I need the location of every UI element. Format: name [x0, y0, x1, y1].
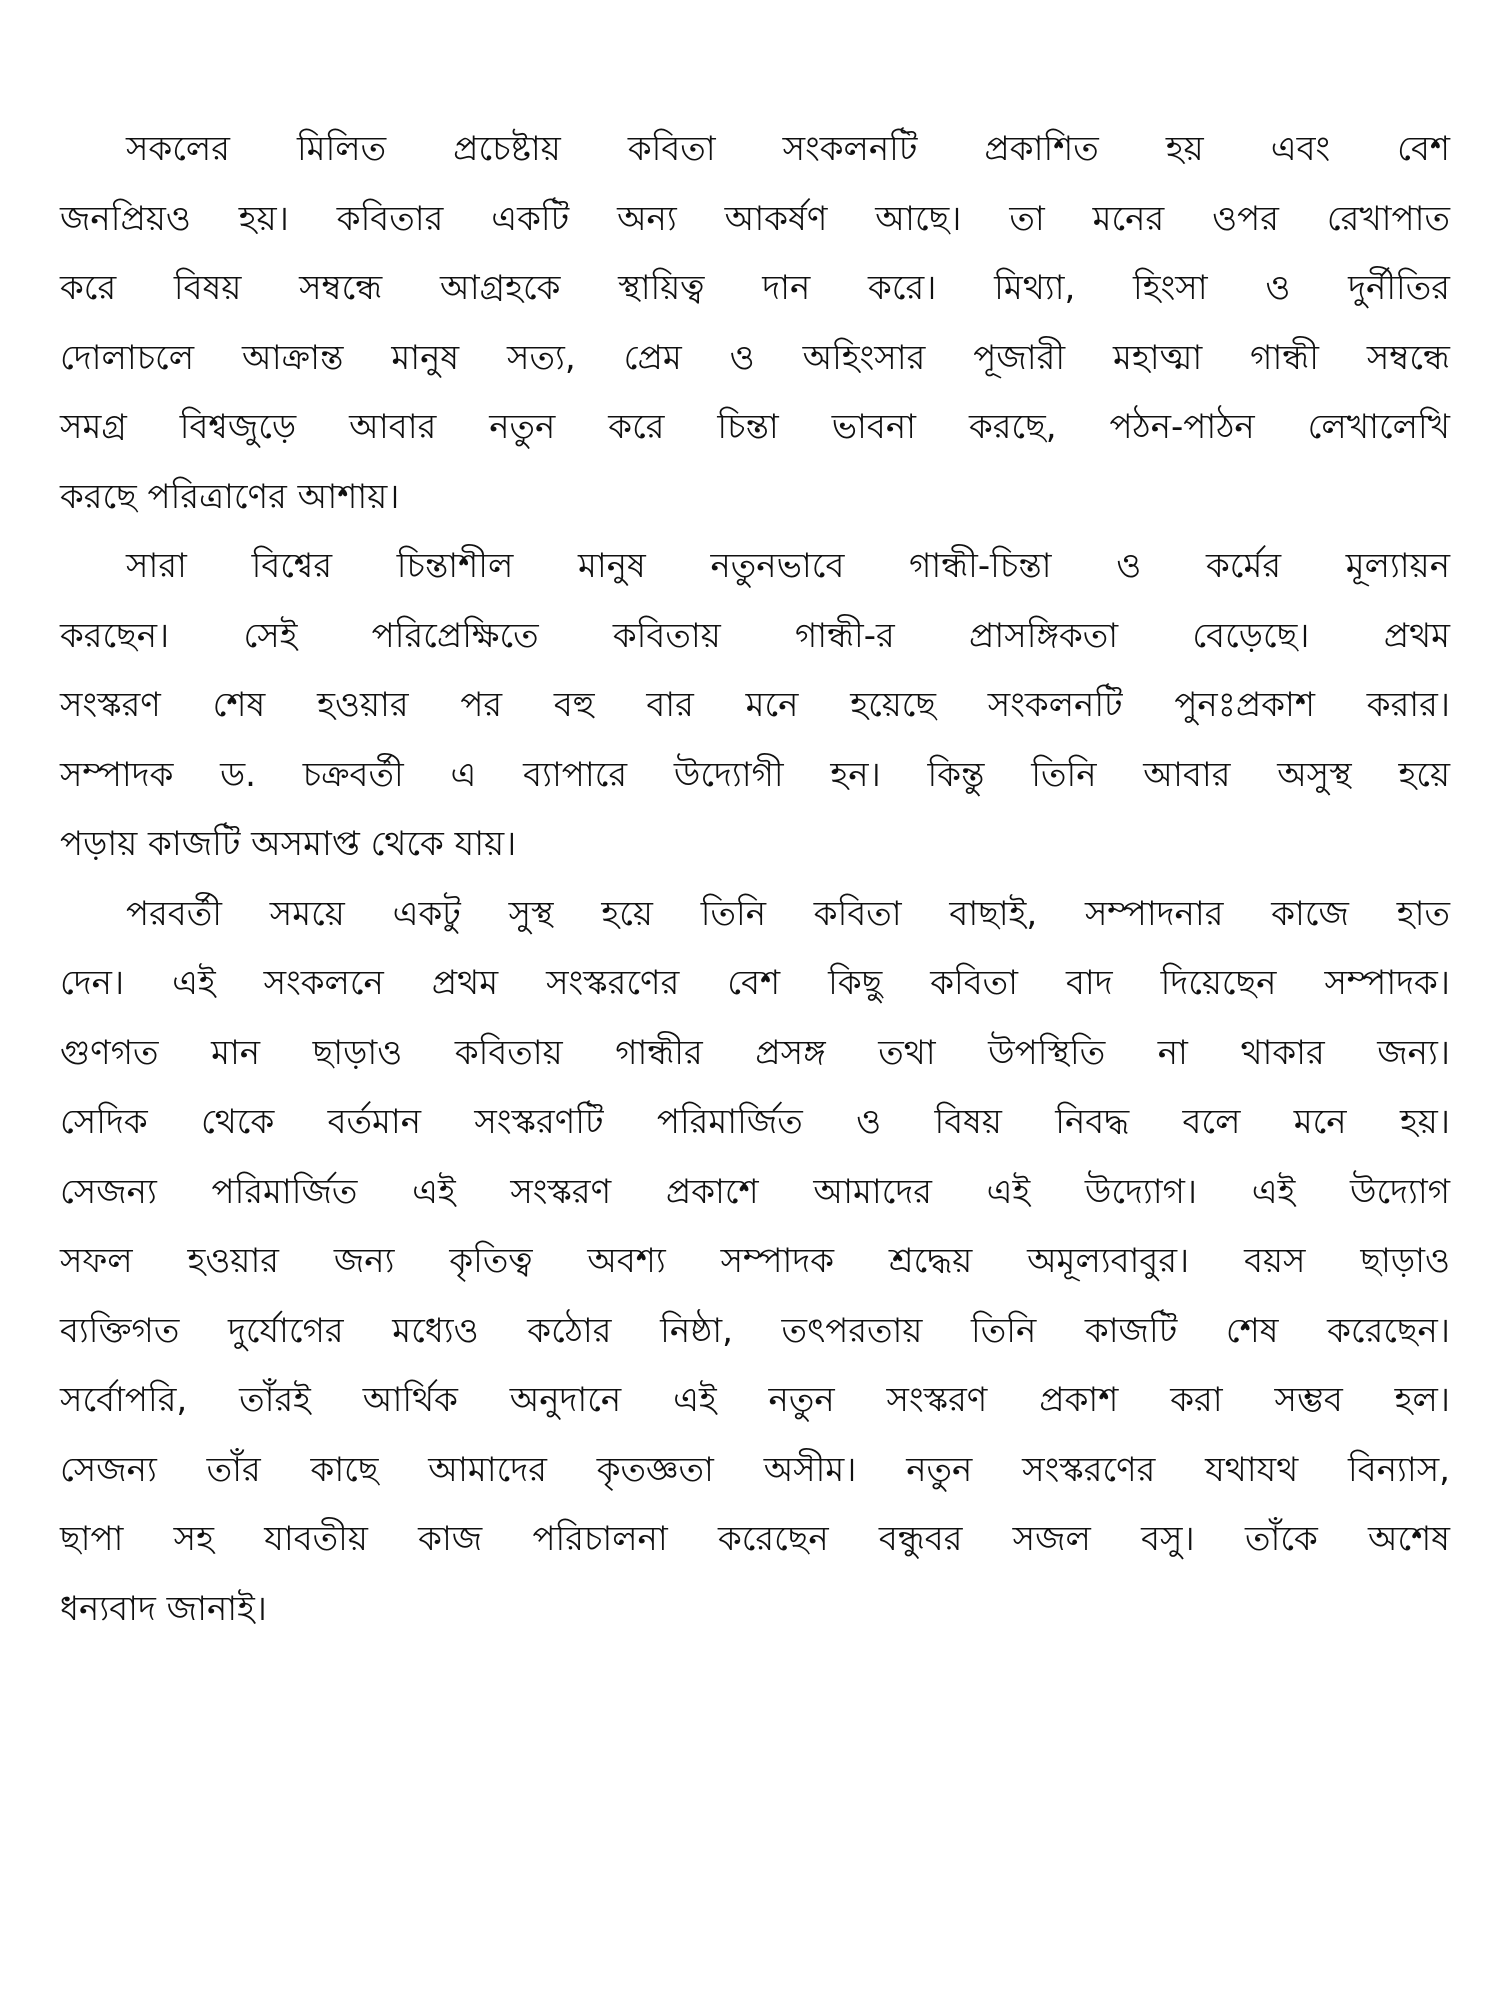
text-line: করছে পরিত্রাণের আশায়।	[60, 476, 400, 517]
text-line: সেজন্য তাঁর কাছে আমাদের কৃতজ্ঞতা অসীম। নতুন সংস্করণের যথাযথ বিন্যাস,	[60, 1449, 1450, 1490]
text-line: সমগ্র বিশ্বজুড়ে আবার নতুন করে চিন্তা ভাবনা করছে, পঠন-পাঠন লেখালেখি	[60, 407, 1450, 447]
text-line: পড়ায় কাজটি অসমাপ্ত থেকে যায়।	[60, 824, 517, 864]
text-line: ধন্যবাদ জানাই।	[60, 1588, 267, 1629]
text-line: সকলের মিলিত প্রচেষ্টায় কবিতা সংকলনটি প্রকাশিত হয় এবং বেশ	[126, 129, 1450, 169]
body-text	[60, 115, 1450, 1644]
paragraph-3	[60, 880, 1450, 1645]
text-line: ছাপা সহ যাবতীয় কাজ পরিচালনা করেছেন বন্ধুবর সজল বসু। তাঁকে অশেষ	[60, 1519, 1450, 1559]
text-line: গুণগত মান ছাড়াও কবিতায় গান্ধীর প্রসঙ্গ তথা উপস্থিতি না থাকার জন্য।	[60, 1032, 1450, 1073]
text-line: দোলাচলে আক্রান্ত মানুষ সত্য, প্রেম ও অহিংসার পূজারী মহাত্মা গান্ধী সম্বন্ধে	[60, 337, 1450, 378]
text-line: সর্বোপরি, তাঁরই আর্থিক অনুদানে এই নতুন সংস্করণ প্রকাশ করা সম্ভব হল।	[60, 1380, 1450, 1420]
text-line: সেদিক থেকে বর্তমান সংস্করণটি পরিমার্জিত ও বিষয় নিবদ্ধ বলে মনে হয়।	[60, 1102, 1450, 1142]
text-line: সম্পাদক ড. চক্রবর্তী এ ব্যাপারে উদ্যোগী হন। কিন্তু তিনি আবার অসুস্থ হয়ে	[60, 754, 1450, 795]
text-line: পরবর্তী সময়ে একটু সুস্থ হয়ে তিনি কবিতা বাছাই, সম্পাদনার কাজে হাত	[126, 893, 1450, 934]
text-line: সফল হওয়ার জন্য কৃতিত্ব অবশ্য সম্পাদক শ্রদ্ধেয় অমূল্যবাবুর। বয়স ছাড়াও	[60, 1241, 1450, 1281]
text-line: সারা বিশ্বের চিন্তাশীল মানুষ নতুনভাবে গান্ধী-চিন্তা ও কর্মের মূল্যায়ন	[126, 546, 1450, 586]
text-line: ব্যক্তিগত দুর্যোগের মধ্যেও কঠোর নিষ্ঠা, তৎপরতায় তিনি কাজটি শেষ করেছেন।	[60, 1310, 1450, 1351]
text-line: করছেন। সেই পরিপ্রেক্ষিতে কবিতায় গান্ধী-র প্রাসঙ্গিকতা বেড়েছে। প্রথম	[60, 615, 1450, 656]
paragraph-2	[60, 532, 1450, 880]
text-line: সংস্করণ শেষ হওয়ার পর বহু বার মনে হয়েছে সংকলনটি পুনঃপ্রকাশ করার।	[60, 685, 1450, 725]
text-line: সেজন্য পরিমার্জিত এই সংস্করণ প্রকাশে আমাদের এই উদ্যোগ। এই উদ্যোগ	[60, 1171, 1450, 1212]
text-line: জনপ্রিয়ও হয়। কবিতার একটি অন্য আকর্ষণ আছে। তা মনের ওপর রেখাপাত	[60, 198, 1450, 239]
text-line: করে বিষয় সম্বন্ধে আগ্রহকে স্থায়িত্ব দান করে। মিথ্যা, হিংসা ও দুর্নীতির	[60, 268, 1450, 308]
paragraph-1	[60, 115, 1450, 532]
text-line: দেন। এই সংকলনে প্রথম সংস্করণের বেশ কিছু কবিতা বাদ দিয়েছেন সম্পাদক।	[60, 963, 1450, 1003]
